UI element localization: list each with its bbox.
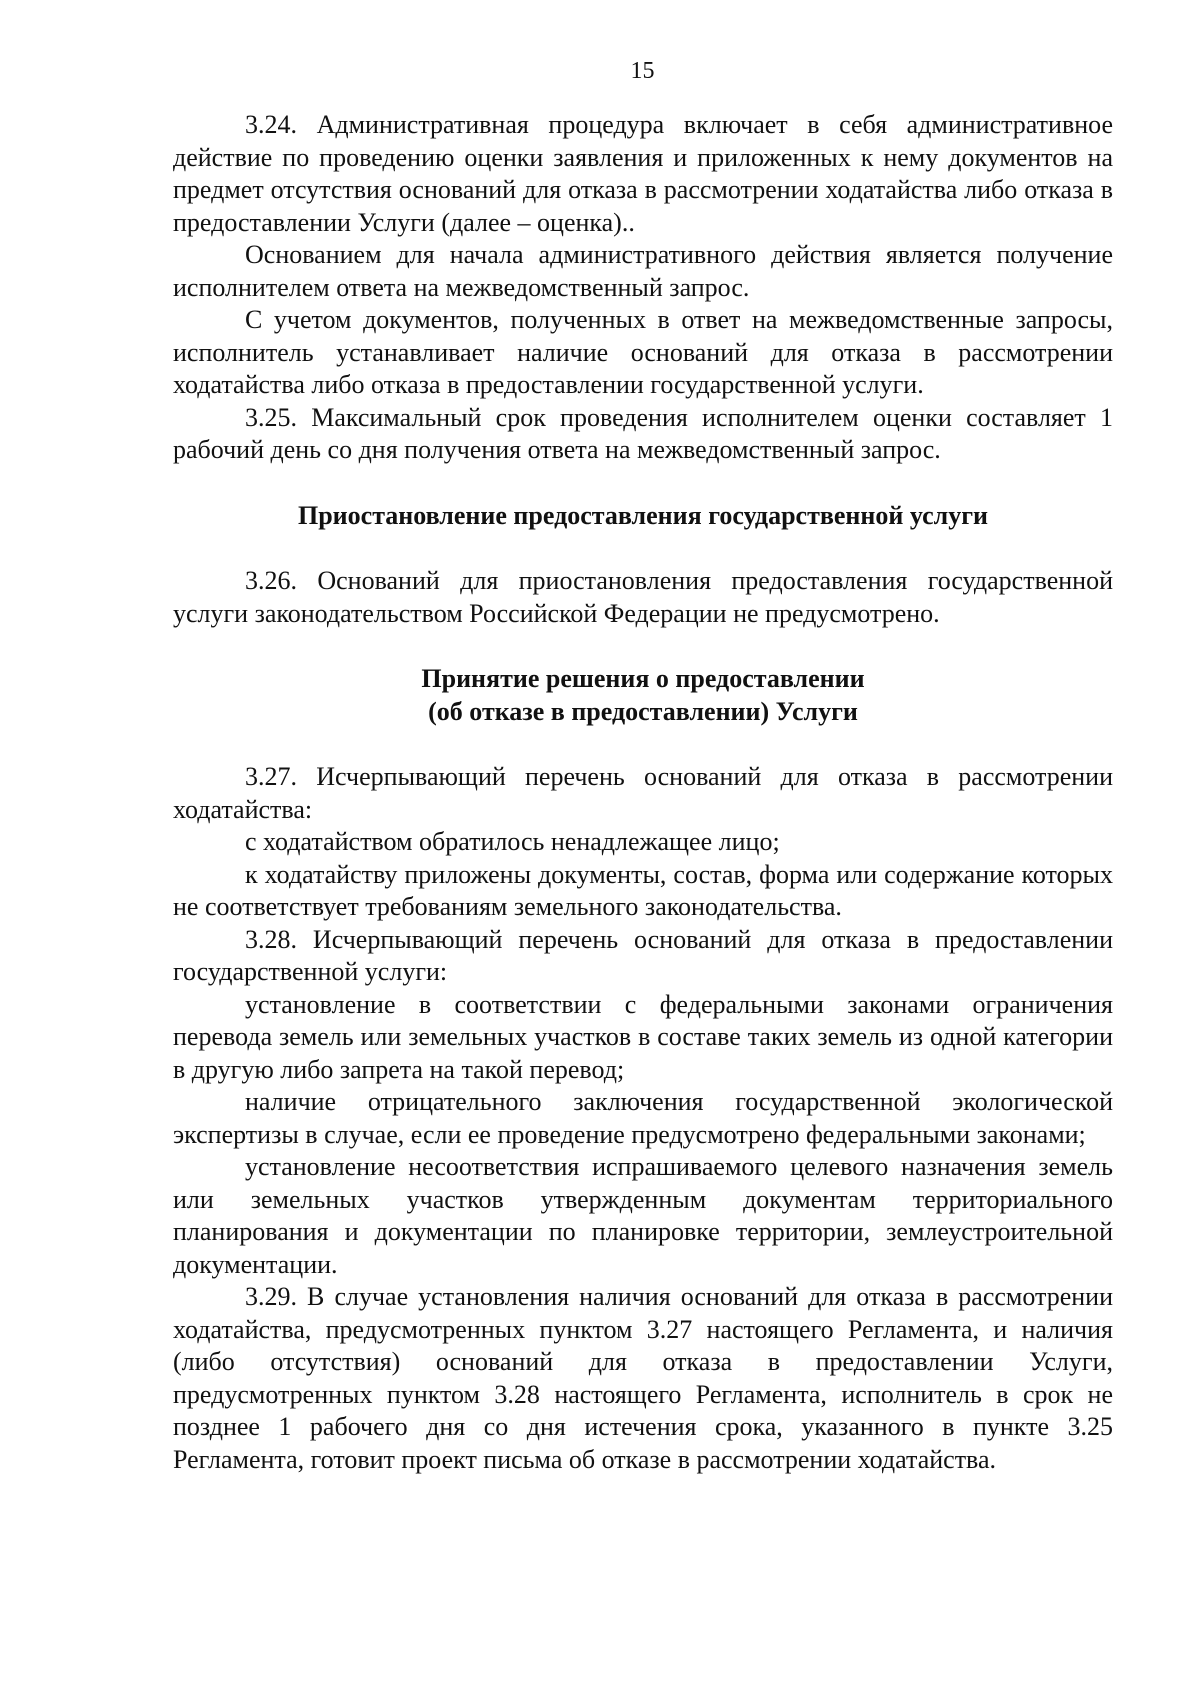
paragraph-3-26: 3.26. Оснований для приостановления предоставления государственной услуги законодательством Российской Федерации не предусмотрено.	[173, 566, 1113, 628]
list-item-transfer-restriction: установление в соответствии с федеральными законами ограничения перевода земель или земельных участков в составе таких земель из одной категории в другую либо запрета на такой перевод;	[173, 989, 1113, 1084]
page-content	[173, 109, 1113, 1476]
paragraph-3-29: 3.29. В случае установления наличия оснований для отказа в рассмотрении ходатайства, предусмотренных пунктом 3.27 настоящего Регламента, и наличия (либо отсутствия) оснований для отказа в предоставлении Услуги, предусмотренных пунктом 3.28 настоящего Регламента, исполнитель в срок не позднее 1 рабочего дня со дня истечения срока, указанного в пункте 3.25 Регламента, готовит проект письма об отказе в рассмотрении ходатайства.	[173, 1282, 1113, 1474]
list-item-improper-person: с ходатайством обратилось ненадлежащее лицо;	[245, 827, 780, 856]
paragraph-3-27: 3.27. Исчерпывающий перечень оснований для отказа в рассмотрении ходатайства:	[173, 762, 1113, 824]
list-item-documents-noncompliant: к ходатайству приложены документы, состав, форма или содержание которых не соответствует требованиям земельного законодательства.	[173, 859, 1113, 921]
page-number: 15	[630, 58, 655, 84]
paragraph-3-28: 3.28. Исчерпывающий перечень оснований для отказа в предоставлении государственной услуги:	[173, 924, 1113, 986]
paragraph-documents-received: С учетом документов, полученных в ответ на межведомственные запросы, исполнитель устанавливает наличие оснований для отказа в рассмотрении ходатайства либо отказа в предоставлении государственной услуги.	[173, 305, 1113, 399]
section-heading-decision-line-2: (об отказе в предоставлении) Услуги	[428, 696, 858, 726]
paragraph-basis: Основанием для начала административного действия является получение исполнителем ответа на межведомственный запрос.	[173, 240, 1113, 302]
spacer	[173, 630, 1113, 663]
section-heading-decision	[173, 663, 1113, 728]
paragraph-3-25: 3.25. Максимальный срок проведения исполнителем оценки составляет 1 рабочий день со дня получения ответа на межведомственный запрос.	[173, 402, 1113, 464]
paragraph-3-24: 3.24. Административная процедура включает в себя административное действие по проведению оценки заявления и приложенных к нему документов на предмет отсутствия оснований для отказа в рассмотрении ходатайства либо отказа в предоставлении Услуги (далее – оценка)..	[173, 110, 1113, 237]
spacer	[173, 728, 1113, 761]
section-heading-decision-line-1: Принятие решения о предоставлении	[421, 664, 865, 693]
list-item-purpose-mismatch: установление несоответствия испрашиваемого целевого назначения земель или земельных участков утвержденным документам территориального планирования и документации по планировке территории, землеустроительной документации.	[173, 1152, 1113, 1279]
spacer	[173, 467, 1113, 500]
section-heading-suspension: Приостановление предоставления государственной услуги	[297, 500, 988, 530]
spacer	[173, 532, 1113, 565]
list-item-negative-expertise: наличие отрицательного заключения государственной экологической экспертизы в случае, если ее проведение предусмотрено федеральными законами;	[173, 1087, 1113, 1149]
